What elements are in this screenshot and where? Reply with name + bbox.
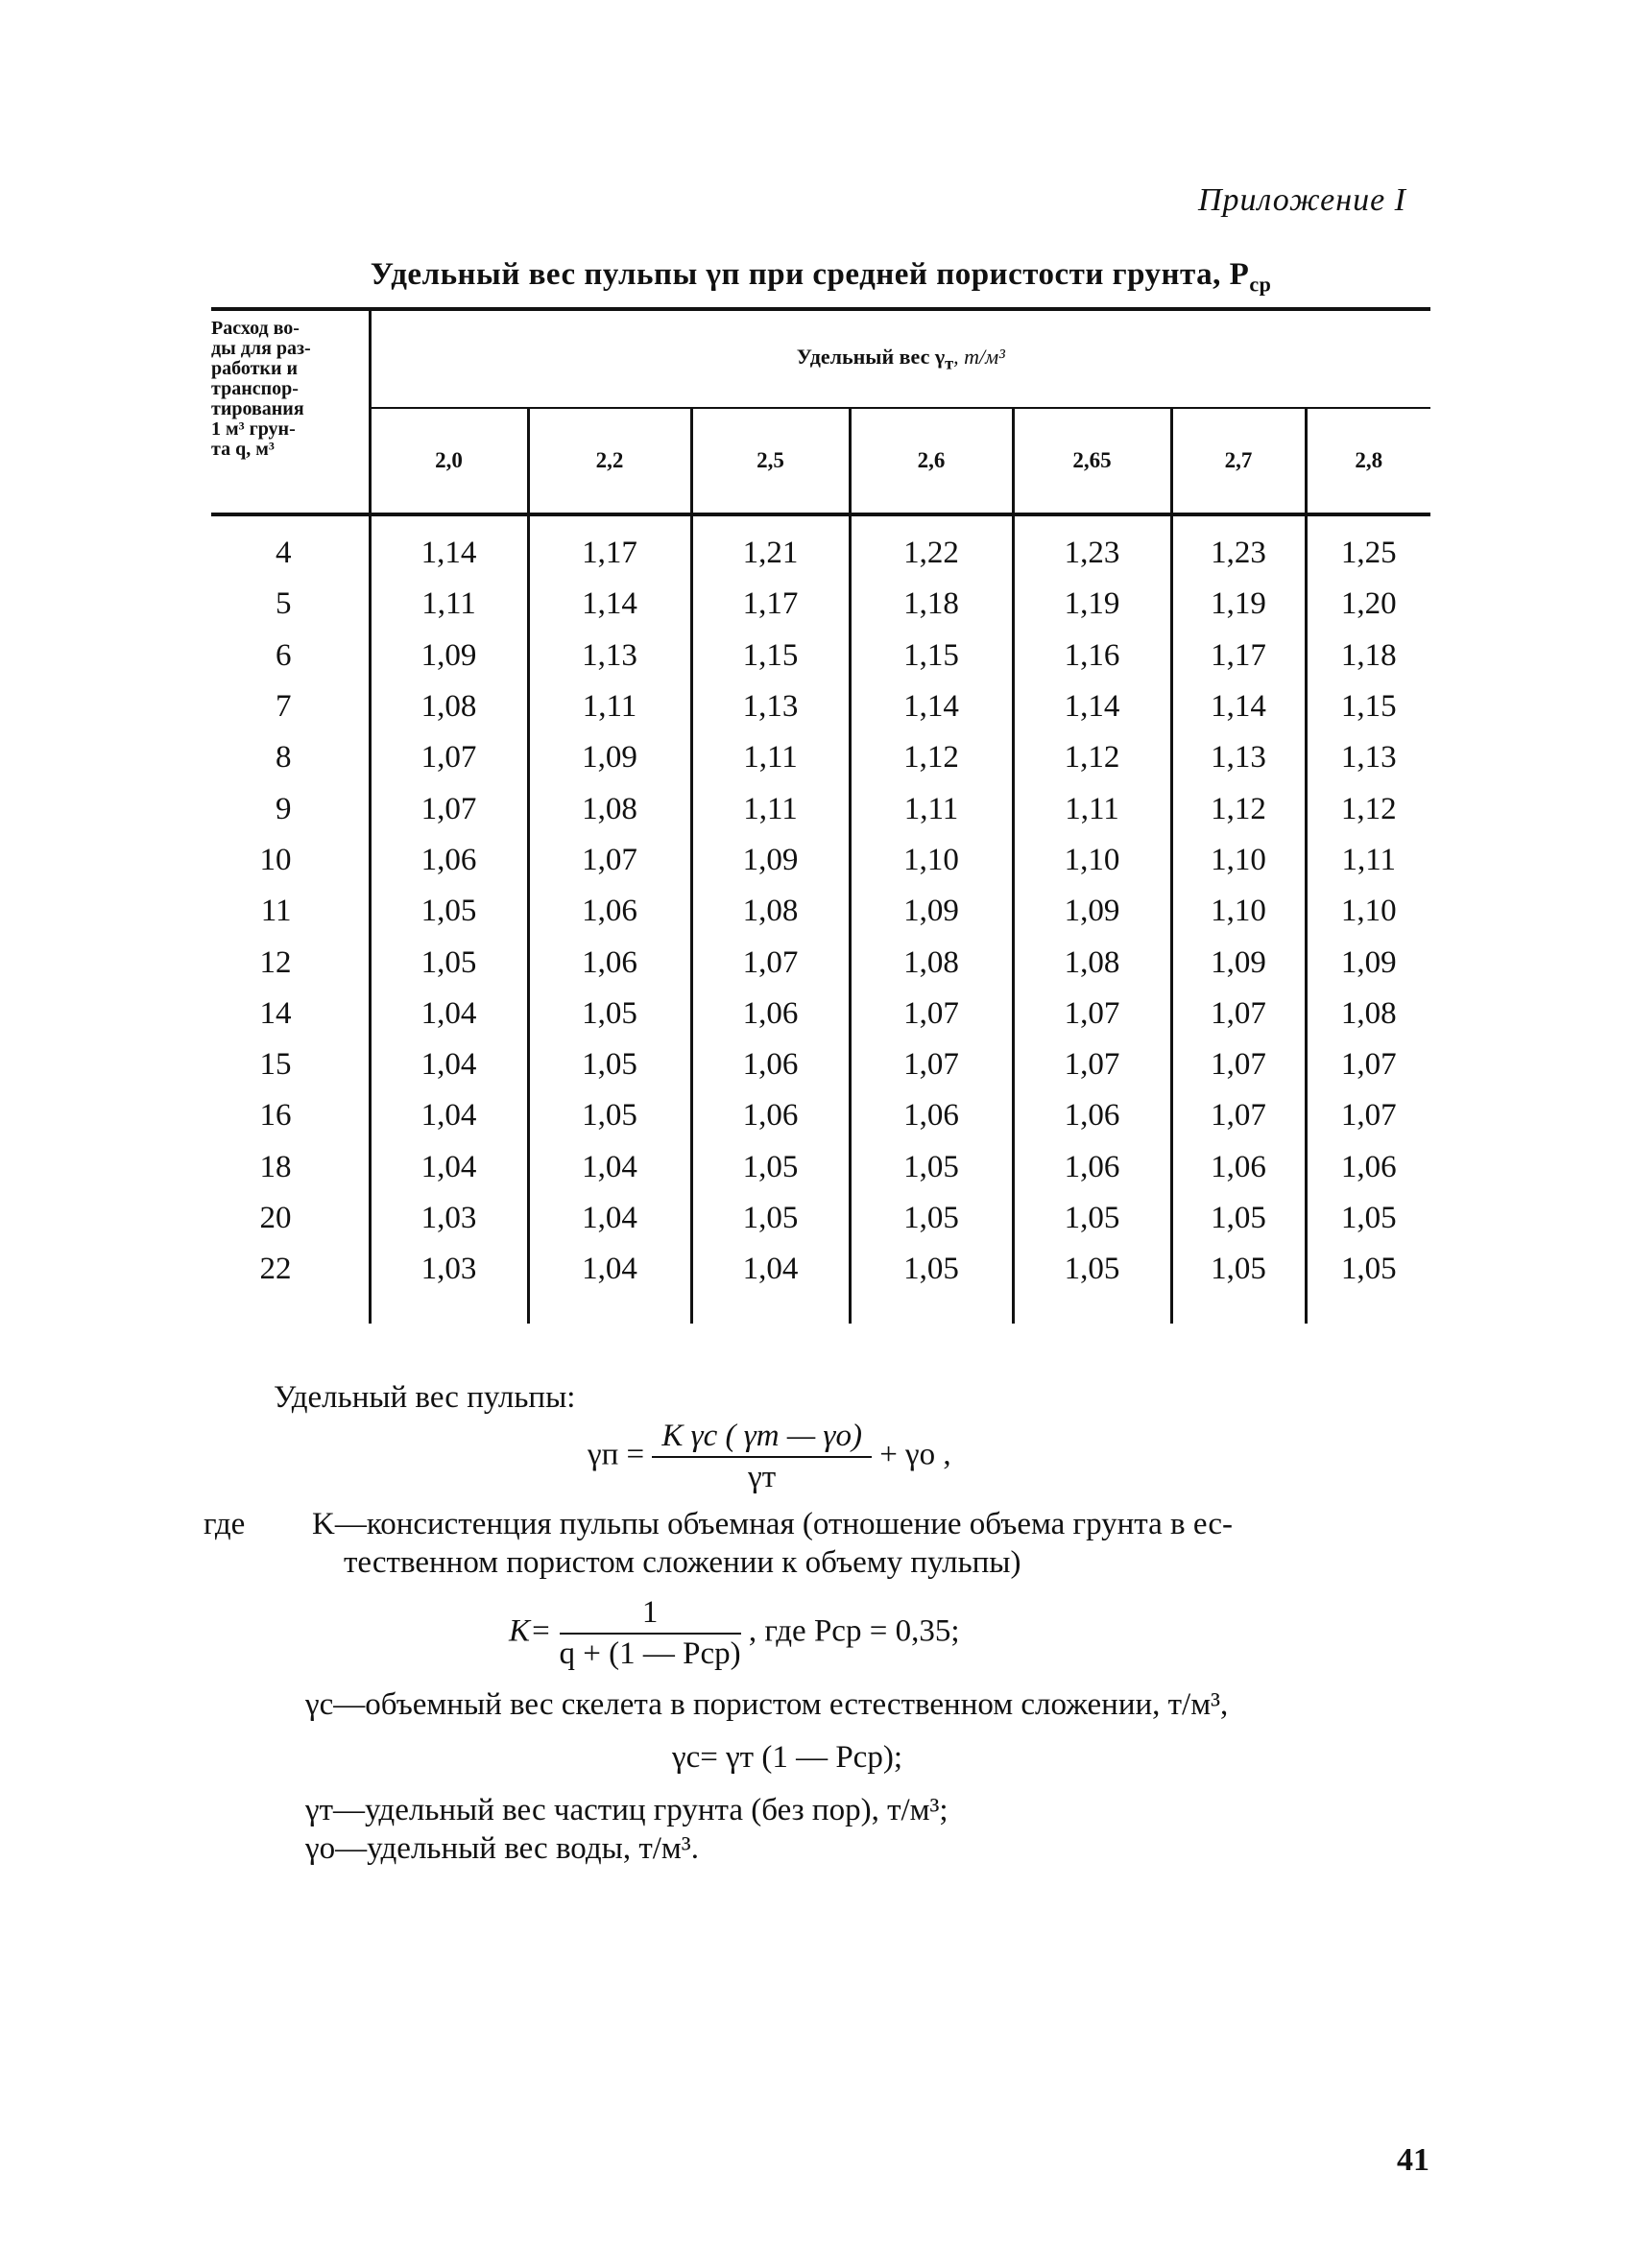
k-definition-line1: K—консистенция пульпы объемная (отношение объема грунта в ес- — [312, 1507, 1233, 1541]
table-cell: 1,08 — [1306, 989, 1430, 1039]
table-cell: 1,05 — [1306, 1244, 1430, 1295]
table-cell: 1,07 — [1171, 989, 1306, 1039]
table-cell: 1,04 — [528, 1244, 691, 1295]
table-cell: 1,11 — [691, 783, 850, 834]
table-cell: 1,08 — [528, 783, 691, 834]
table-row — [211, 835, 1430, 886]
table-cell: 1,12 — [1013, 732, 1171, 783]
table-cell: 1,07 — [370, 783, 528, 834]
table-cell: 1,06 — [1171, 1142, 1306, 1193]
table-row — [211, 1193, 1430, 1244]
table-cell: 1,05 — [528, 1039, 691, 1090]
stub-header-line: та q, м³ — [211, 439, 275, 460]
table-cell: 1,05 — [850, 1193, 1013, 1244]
table-cell: 1,14 — [528, 579, 691, 630]
table-cell: 1,08 — [1013, 937, 1171, 988]
column-header: 2,0 — [435, 448, 463, 472]
table-body — [211, 514, 1430, 1324]
table-cell: 1,11 — [370, 579, 528, 630]
table-cell: 1,09 — [1013, 886, 1171, 937]
gamma-c-definition: γс—объемный вес скелета в пористом естественном сложении, т/м³, — [305, 1687, 1229, 1722]
table-cell: 1,03 — [370, 1244, 528, 1295]
table-grid — [211, 311, 1430, 1324]
stub-header — [211, 311, 370, 513]
table-cell: 1,19 — [1171, 579, 1306, 630]
row-q-value: 14 — [259, 995, 292, 1031]
table-cell: 1,10 — [1171, 835, 1306, 886]
table-cell: 1,05 — [528, 1090, 691, 1141]
column-header: 2,7 — [1171, 408, 1306, 513]
table-cell: 1,20 — [1306, 579, 1430, 630]
stub-header-line: транспор- — [211, 378, 299, 399]
table-cell: 1,16 — [1013, 631, 1171, 681]
row-q-value: 10 — [259, 842, 292, 877]
table-cell: 1,07 — [850, 1039, 1013, 1090]
table-row — [211, 732, 1430, 783]
table-cell: 1,04 — [370, 1039, 528, 1090]
table-cell: 1,17 — [691, 579, 850, 630]
table-cell: 1,05 — [1171, 1244, 1306, 1295]
table-cell: 1,06 — [1306, 1142, 1430, 1193]
table-cell: 1,23 — [1171, 528, 1306, 579]
where-word: где — [204, 1507, 246, 1541]
stub-header-line: 1 м³ грун- — [211, 418, 296, 440]
table-cell: 1,05 — [1013, 1244, 1171, 1295]
k-formula: K= $\frac{1}{\text{q + (1 — Pср)}}$ , где Pср = 0,35; — [509, 1595, 960, 1671]
table-cell: 1,19 — [1013, 579, 1171, 630]
table-cell: 1,14 — [1171, 681, 1306, 732]
table-cell: 1,22 — [850, 528, 1013, 579]
table-spacer-row — [211, 1295, 1430, 1324]
table-cell: 1,07 — [370, 732, 528, 783]
table-cell: 1,17 — [1171, 631, 1306, 681]
table-row — [211, 528, 1430, 579]
table-cell: 1,07 — [1013, 989, 1171, 1039]
table-cell: 1,09 — [528, 732, 691, 783]
table-row — [211, 937, 1430, 988]
table-cell: 1,10 — [1171, 886, 1306, 937]
pulp-density-table — [211, 307, 1430, 1324]
row-q-value: 7 — [276, 689, 292, 725]
table-row — [211, 989, 1430, 1039]
table-cell: 1,05 — [1306, 1193, 1430, 1244]
group-header: Удельный вес $\gamma_т$, т/м³ — [370, 311, 1430, 408]
table-cell: 1,25 — [1306, 528, 1430, 579]
table-cell: 1,05 — [691, 1193, 850, 1244]
table-cell: 1,12 — [850, 732, 1013, 783]
table-row — [211, 1142, 1430, 1193]
row-q-value: 5 — [276, 586, 292, 622]
gamma-c-formula: γс= γт (1 — Pср); — [672, 1740, 902, 1775]
table-cell: 1,07 — [850, 989, 1013, 1039]
table-cell: 1,07 — [1306, 1039, 1430, 1090]
stub-header-line: Расход во- — [211, 318, 300, 339]
main-fraction: $\frac{\text{K γс ( γт — γо)}}{\gamma т}$ — [652, 1419, 872, 1495]
table-cell: 1,05 — [370, 937, 528, 988]
row-q-value: 6 — [276, 637, 292, 673]
table-cell: 1,10 — [1013, 835, 1171, 886]
stub-header-line: тирования — [211, 398, 304, 419]
table-cell: 1,17 — [528, 528, 691, 579]
column-header: 2,65 — [1013, 408, 1171, 513]
table-cell: 1,23 — [1013, 528, 1171, 579]
table-cell: 1,05 — [370, 886, 528, 937]
column-header: 2,5 — [691, 408, 850, 513]
table-cell: 1,09 — [691, 835, 850, 886]
table-spacer-row — [211, 514, 1430, 528]
table-cell: 1,08 — [691, 886, 850, 937]
table-row — [211, 579, 1430, 630]
table-row — [211, 1039, 1430, 1090]
table-row — [211, 681, 1430, 732]
gamma-t-definition: γт—удельный вес частиц грунта (без пор), т/м³; — [305, 1793, 949, 1827]
page-number: 41 — [1397, 2142, 1429, 2178]
k-definition-line2: тественном пористом сложении к объему пульпы) — [344, 1545, 1021, 1580]
formula-intro: Удельный вес пульпы: — [274, 1380, 576, 1415]
table-cell: 1,05 — [850, 1142, 1013, 1193]
table-cell: 1,15 — [691, 631, 850, 681]
table-cell: 1,05 — [1013, 1193, 1171, 1244]
column-header: 2,8 — [1306, 408, 1430, 513]
table-cell: 1,05 — [691, 1142, 850, 1193]
table-cell: 1,05 — [1171, 1193, 1306, 1244]
row-q-value: 15 — [259, 1047, 292, 1083]
table-cell: 1,05 — [528, 989, 691, 1039]
table-header — [211, 311, 1430, 514]
table-cell: 1,12 — [1306, 783, 1430, 834]
appendix-label: Приложение I — [1198, 182, 1406, 218]
table-cell: 1,06 — [850, 1090, 1013, 1141]
row-q-value: 22 — [259, 1252, 292, 1287]
table-cell: 1,11 — [1013, 783, 1171, 834]
row-q-value: 12 — [259, 944, 292, 980]
stub-header-line: ды для раз- — [211, 338, 311, 359]
table-cell: 1,04 — [370, 989, 528, 1039]
table-cell: 1,06 — [528, 937, 691, 988]
table-cell: 1,05 — [850, 1244, 1013, 1295]
table-cell: 1,12 — [1171, 783, 1306, 834]
table-cell: 1,18 — [1306, 631, 1430, 681]
table-cell: 1,03 — [370, 1193, 528, 1244]
table-cell: 1,04 — [370, 1090, 528, 1141]
row-q-value: 16 — [259, 1098, 292, 1134]
table-cell: 1,15 — [1306, 681, 1430, 732]
table-cell: 1,13 — [528, 631, 691, 681]
table-cell: 1,14 — [1013, 681, 1171, 732]
table-cell: 1,09 — [1306, 937, 1430, 988]
table-cell: 1,07 — [1171, 1090, 1306, 1141]
table-cell: 1,14 — [850, 681, 1013, 732]
table-cell: 1,13 — [691, 681, 850, 732]
table-row — [211, 631, 1430, 681]
table-cell: 1,11 — [528, 681, 691, 732]
table-cell: 1,04 — [370, 1142, 528, 1193]
table-cell: 1,04 — [691, 1244, 850, 1295]
table-cell: 1,04 — [528, 1193, 691, 1244]
row-q-value: 9 — [276, 791, 292, 826]
row-q-value: 18 — [259, 1149, 292, 1184]
table-cell: 1,11 — [850, 783, 1013, 834]
stub-header-line: работки и — [211, 358, 298, 379]
table-cell: 1,07 — [1306, 1090, 1430, 1141]
table-cell: 1,06 — [691, 989, 850, 1039]
table-cell: 1,07 — [1171, 1039, 1306, 1090]
table-cell: 1,13 — [1306, 732, 1430, 783]
table-cell: 1,06 — [691, 1090, 850, 1141]
column-header: 2,6 — [850, 408, 1013, 513]
row-q-value: 4 — [276, 536, 292, 571]
table-cell: 1,08 — [850, 937, 1013, 988]
table-cell: 1,07 — [691, 937, 850, 988]
table-cell: 1,06 — [370, 835, 528, 886]
table-cell: 1,07 — [1013, 1039, 1171, 1090]
gamma-0-definition: γо—удельный вес воды, т/м³. — [305, 1831, 699, 1866]
table-cell: 1,21 — [691, 528, 850, 579]
table-cell: 1,09 — [1171, 937, 1306, 988]
table-cell: 1,15 — [850, 631, 1013, 681]
table-cell: 1,04 — [528, 1142, 691, 1193]
table-cell: 1,08 — [370, 681, 528, 732]
table-cell: 1,06 — [691, 1039, 850, 1090]
table-cell: 1,13 — [1171, 732, 1306, 783]
table-row — [211, 886, 1430, 937]
main-formula: γп = $\frac{\text{K γс ( γт — γо)}}{\gamma т}$ + γо , — [588, 1419, 951, 1494]
row-q-value: 11 — [260, 894, 292, 929]
table-row — [211, 1244, 1430, 1295]
table-cell: 1,10 — [1306, 886, 1430, 937]
table-cell: 1,07 — [528, 835, 691, 886]
table-row — [211, 1090, 1430, 1141]
table-row — [211, 783, 1430, 834]
table-cell: 1,06 — [1013, 1090, 1171, 1141]
table-title: Удельный вес пульпы γп при средней пористости грунта, $P_{ср}$ — [370, 257, 1272, 297]
table-cell: 1,09 — [370, 631, 528, 681]
row-q-value: 8 — [276, 740, 292, 776]
table-cell: 1,09 — [850, 886, 1013, 937]
table-cell: 1,18 — [850, 579, 1013, 630]
table-cell: 1,06 — [1013, 1142, 1171, 1193]
k-fraction: $\frac{1}{\text{q + (1 — Pср)}}$ — [559, 1595, 741, 1671]
table-cell: 1,10 — [850, 835, 1013, 886]
table-cell: 1,11 — [691, 732, 850, 783]
table-cell: 1,11 — [1306, 835, 1430, 886]
table-cell: 1,06 — [528, 886, 691, 937]
table-cell: 1,14 — [370, 528, 528, 579]
row-q-value: 20 — [259, 1201, 292, 1235]
column-header: 2,2 — [528, 408, 691, 513]
